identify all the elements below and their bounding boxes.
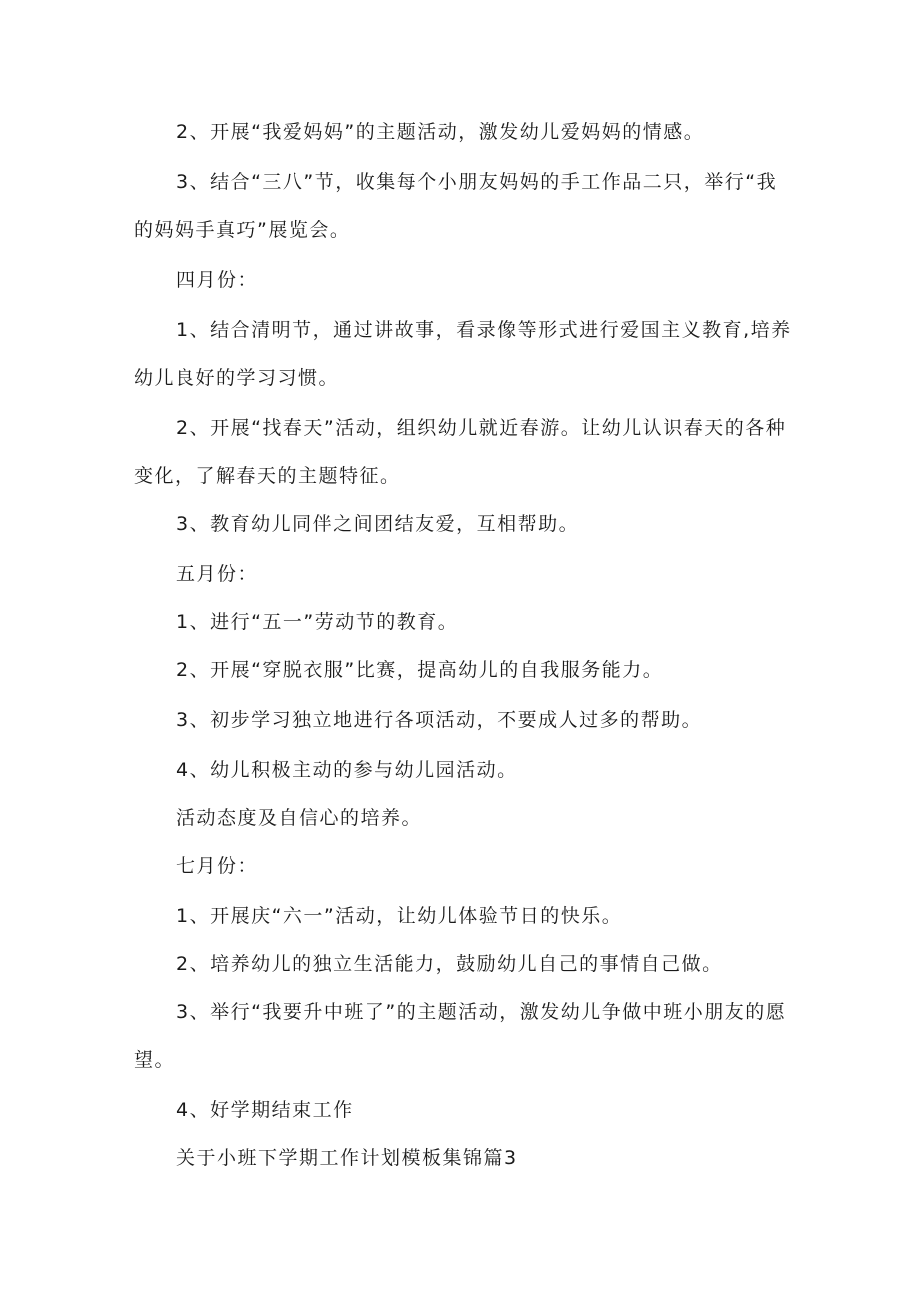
section-heading-april: 四月份：: [176, 269, 259, 291]
section-heading-july: 七月份：: [176, 855, 259, 877]
paragraph-line: 2、培养幼儿的独立生活能力，鼓励幼儿自己的事情自己做。: [176, 953, 723, 975]
paragraph-line: 4、幼儿积极主动的参与幼儿园活动。: [176, 759, 518, 781]
paragraph-line: 望。: [134, 1049, 176, 1071]
paragraph-line: 变化，了解春天的主题特征。: [134, 465, 401, 487]
paragraph-line: 2、开展“穿脱衣服”比赛，提高幼儿的自我服务能力。: [176, 659, 664, 681]
paragraph-line: 3、初步学习独立地进行各项活动，不要成人过多的帮助。: [176, 709, 703, 731]
paragraph-line: 1、进行“五一”劳动节的教育。: [176, 611, 459, 633]
paragraph-line: 幼儿良好的学习习惯。: [134, 367, 340, 389]
paragraph-line: 2、开展“找春天”活动，组织幼儿就近春游。让幼儿认识春天的各种: [176, 417, 787, 439]
section-title: 关于小班下学期工作计划模板集锦篇3: [176, 1147, 518, 1169]
paragraph-line: 1、结合清明节，通过讲故事，看录像等形式进行爱国主义教育,培养: [176, 319, 792, 341]
paragraph-line: 1、开展庆“六一”活动，让幼儿体验节日的快乐。: [176, 905, 623, 927]
paragraph-line: 2、开展“我爱妈妈”的主题活动，激发幼儿爱妈妈的情感。: [176, 121, 705, 143]
paragraph-line: 活动态度及自信心的培养。: [176, 807, 423, 829]
paragraph-line: 的妈妈手真巧”展览会。: [134, 219, 351, 241]
paragraph-line: 3、教育幼儿同伴之间团结友爱，互相帮助。: [176, 513, 580, 535]
paragraph-line: 4、好学期结束工作: [176, 1099, 354, 1121]
section-heading-may: 五月份：: [176, 563, 259, 585]
paragraph-line: 3、举行“我要升中班了”的主题活动，激发幼儿争做中班小朋友的愿: [176, 1001, 787, 1023]
paragraph-line: 3、结合“三八”节，收集每个小朋友妈妈的手工作品二只，举行“我: [176, 171, 778, 193]
